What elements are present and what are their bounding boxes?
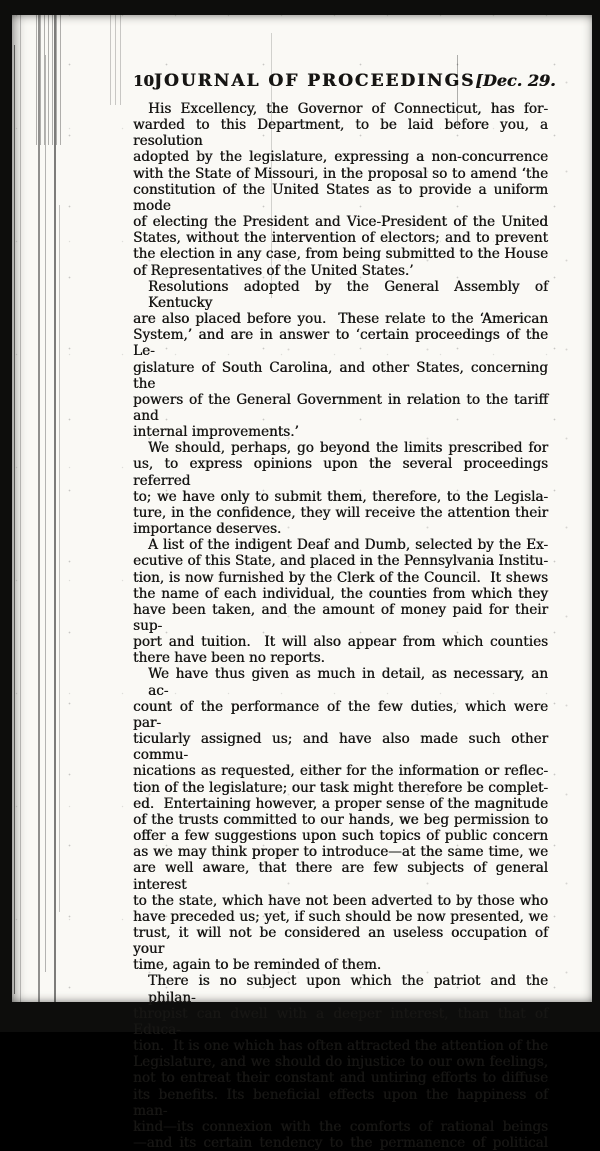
paragraph (133, 666, 548, 973)
journal-title: JOURNAL OF PROCEEDINGS (153, 71, 476, 91)
text-line: port and tuition. It will also appear from which counties (133, 634, 548, 651)
text-line: —and its certain tendency to the permanence of political (133, 1135, 548, 1151)
text-line: ture, in the confidence, they will receive the attention their (133, 504, 548, 521)
text-line: ecutive of this State, and placed in the Pennsylvania Institu- (133, 553, 548, 570)
page-body (133, 101, 548, 1151)
text-line: its benefits. Its beneficial effects upon the happiness of man- (133, 1086, 548, 1119)
text-line: warded to this Department, to be laid before you, a resolution (133, 117, 548, 150)
text-line: offer a few suggestions upon such topics of public concern (133, 828, 548, 845)
text-line: importance deserves. (133, 521, 282, 538)
paragraph (133, 440, 548, 537)
text-line: the name of each individual, the counties from which they (133, 585, 548, 602)
text-line: thropist can dwell with a deeper interest, than that of Educa- (133, 1005, 548, 1038)
text-line: internal improvements.’ (133, 424, 299, 441)
text-line: ed. Entertaining however, a proper sense of the magnitude (133, 795, 548, 812)
text-line: We have thus given as much in detail, as necessary, an ac- (148, 666, 548, 699)
paragraph (133, 537, 548, 666)
date-label: [Dec. 29. (475, 71, 556, 90)
text-line: powers of the General Government in relation to the tariff and (133, 391, 548, 424)
text-line: are well aware, that there are few subjects of general interest (133, 860, 548, 893)
scan-streak-artifact (20, 15, 21, 1002)
text-line: gislature of South Carolina, and other States, concerning the (133, 359, 548, 392)
text-line: ticularly assigned us; and have also made such other commu- (133, 731, 548, 764)
scan-streak-artifact (38, 15, 40, 1002)
paragraph (133, 279, 548, 441)
scan-noise-cluster (110, 15, 124, 105)
text-line: with the State of Missouri, in the proposal so to amend ‘the (133, 165, 548, 182)
text-line: not to entreat their constant and untiring efforts to diffuse (133, 1070, 548, 1087)
scan-streak-artifact (14, 45, 15, 994)
text-line: time, again to be reminded of them. (133, 957, 382, 974)
page-header (133, 71, 556, 91)
text-line: nications as requested, either for the information or reflec- (133, 763, 548, 780)
text-line: trust, it will not be considered an useless occupation of your (133, 924, 548, 958)
text-line: tion. It is one which has often attracted the attention of the (133, 1038, 548, 1055)
scan-noise-cluster (36, 15, 62, 145)
text-line: the election in any case, from being submitted to the House (133, 246, 548, 263)
text-line: There is no subject upon which the patriot and the philan- (148, 973, 548, 1006)
text-line: States, without the intervention of electors; and to prevent (133, 230, 548, 247)
text-line: to the state, which have not been adverted to by those who (133, 892, 548, 909)
text-line: tion of the legislature; our task might therefore be complet- (133, 779, 548, 796)
text-line: tion, is now furnished by the Clerk of the Council. It shews (133, 569, 548, 586)
text-line: of the trusts committed to our hands, we beg permission to (133, 811, 548, 828)
text-line: us, to express opinions upon the several proceedings referred (133, 456, 548, 489)
text-line: as we may think proper to introduce—at the same time, we (133, 844, 548, 861)
text-line: His Excellency, the Governor of Connecticut, has for- (148, 101, 548, 117)
paragraph (133, 101, 548, 279)
text-line: adopted by the legislature, expressing a non-concurrence (133, 149, 548, 166)
text-line: of Representatives of the United States.’ (133, 262, 414, 279)
scan-streak-artifact (59, 205, 60, 912)
text-line: have preceded us; yet, if such should be now presented, we (133, 908, 548, 925)
text-line: there have been no reports. (133, 650, 325, 667)
text-line: of electing the President and Vice-President of the United (133, 214, 548, 231)
paragraph (133, 973, 548, 1151)
text-line: Resolutions adopted by the General Assembly of Kentucky (148, 278, 548, 311)
scan-streak-artifact (54, 15, 56, 1002)
text-line: constitution of the United States as to provide a uniform mode (133, 181, 548, 214)
text-line: A list of the indigent Deaf and Dumb, selected by the Ex- (148, 537, 548, 554)
text-line: count of the performance of the few duties, which were par- (133, 698, 548, 731)
page-number: 10 (133, 72, 154, 90)
text-line: We should, perhaps, go beyond the limits prescribed for (148, 440, 548, 457)
text-line: Legislature, and we should do injustice to our own feelings, (133, 1054, 548, 1071)
text-line: to; we have only to submit them, therefore, to the Legisla- (133, 488, 548, 505)
text-line: are also placed before you. These relate to the ‘American (133, 311, 548, 328)
text-line: System,’ and are in answer to ‘certain proceedings of the Le- (133, 327, 548, 360)
document-page (12, 15, 592, 1151)
text-line: have been taken, and the amount of money paid for their sup- (133, 601, 548, 634)
scan-streak-artifact (45, 55, 46, 972)
text-line: kind—its connexion with the comforts of rational beings (133, 1118, 548, 1135)
